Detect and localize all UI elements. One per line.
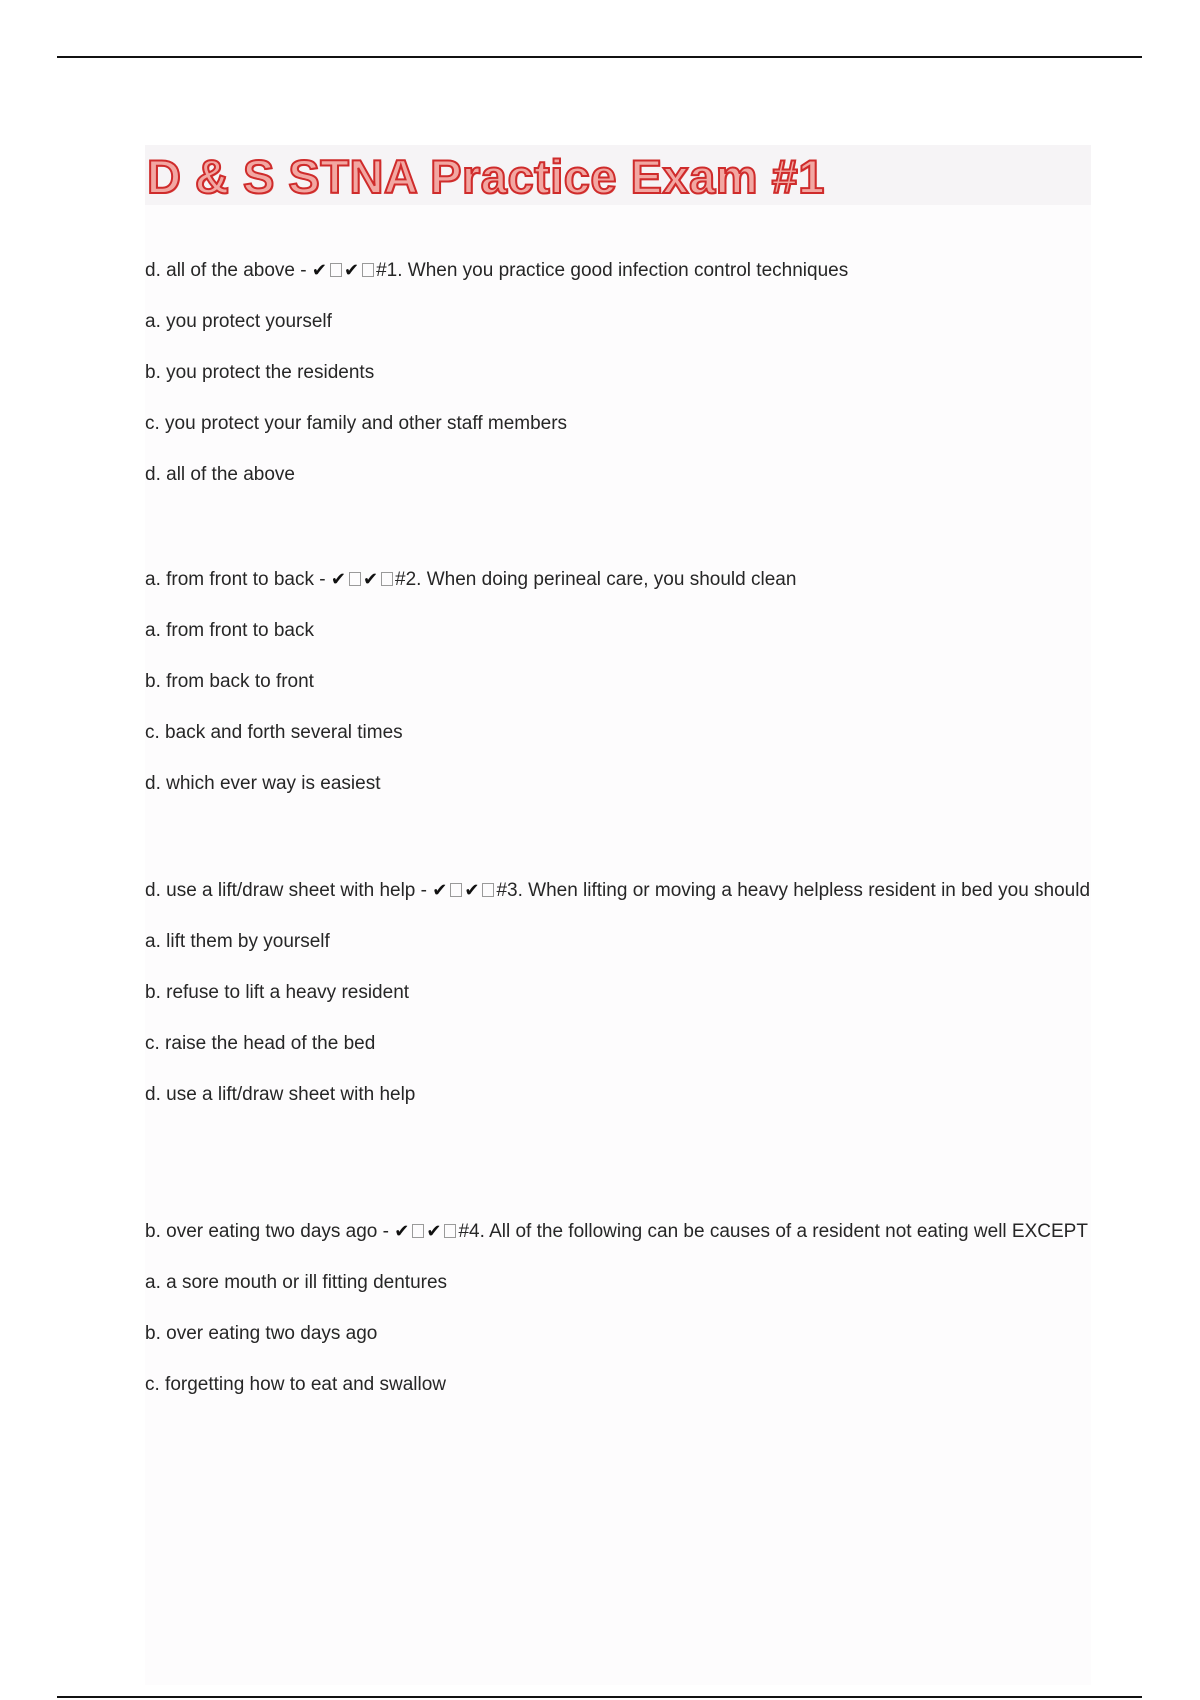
answer-option: b. refuse to lift a heavy resident bbox=[145, 982, 410, 1003]
checkmark-icon: ✔ bbox=[394, 1221, 410, 1242]
answer-option: c. you protect your family and other staff members bbox=[145, 413, 568, 434]
checkmark-icon: ✔ bbox=[432, 880, 448, 901]
checkmark-icon: ✔ bbox=[343, 260, 360, 281]
question-block-4 bbox=[145, 1216, 1091, 1420]
answer-option: c. raise the head of the bed bbox=[145, 1033, 376, 1054]
missing-glyph-box-icon bbox=[450, 883, 462, 897]
missing-glyph-box-icon bbox=[362, 263, 374, 277]
checkmark-icon: ✔ bbox=[464, 880, 480, 901]
answer-option: b. over eating two days ago bbox=[145, 1323, 378, 1344]
answer-option: a. lift them by yourself bbox=[145, 931, 330, 952]
question-stem bbox=[145, 875, 1091, 906]
question-stem bbox=[145, 255, 1091, 286]
answer-option: a. from front to back bbox=[145, 620, 314, 641]
answer-text: b. over eating two days ago - bbox=[145, 1221, 395, 1242]
answer-option: b. from back to front bbox=[145, 671, 314, 692]
question-block-3 bbox=[145, 875, 1091, 1130]
bottom-rule bbox=[57, 1696, 1142, 1698]
question-stem bbox=[145, 1216, 1091, 1247]
checkmark-icon: ✔ bbox=[362, 569, 379, 590]
checkmark-icon: ✔ bbox=[426, 1221, 442, 1242]
missing-glyph-box-icon bbox=[482, 883, 494, 897]
question-block-1 bbox=[145, 255, 1091, 510]
answer-option: d. use a lift/draw sheet with help bbox=[145, 1084, 416, 1105]
answer-option: a. you protect yourself bbox=[145, 311, 332, 332]
missing-glyph-box-icon bbox=[330, 263, 342, 277]
answer-text: d. use a lift/draw sheet with help - bbox=[145, 880, 433, 901]
answer-option: c. forgetting how to eat and swallow bbox=[145, 1374, 447, 1395]
answer-option: c. back and forth several times bbox=[145, 722, 403, 743]
title-band bbox=[145, 145, 1091, 205]
answer-option: a. a sore mouth or ill fitting dentures bbox=[145, 1272, 448, 1293]
question-stem bbox=[145, 564, 1091, 595]
checkmark-icon: ✔ bbox=[311, 260, 327, 281]
answer-text: a. from front to back - bbox=[145, 569, 331, 590]
top-rule bbox=[57, 56, 1142, 58]
question-text: #1. When you practice good infection control techniques bbox=[376, 260, 849, 281]
answer-option: b. you protect the residents bbox=[145, 362, 375, 383]
document-page bbox=[145, 145, 1091, 1685]
question-text: #4. All of the following can be causes of a resident not eating well EXCEPT bbox=[458, 1221, 1088, 1242]
question-block-2 bbox=[145, 564, 1091, 819]
missing-glyph-box-icon bbox=[412, 1224, 424, 1238]
missing-glyph-box-icon bbox=[444, 1224, 456, 1238]
question-text: #3. When lifting or moving a heavy helpless resident in bed you should bbox=[496, 880, 1091, 901]
question-text: #2. When doing perineal care, you should clean bbox=[395, 569, 797, 590]
answer-option: d. all of the above bbox=[145, 464, 295, 485]
missing-glyph-box-icon bbox=[381, 572, 393, 586]
missing-glyph-box-icon bbox=[349, 572, 361, 586]
answer-option: d. which ever way is easiest bbox=[145, 773, 381, 794]
answer-text: d. all of the above - bbox=[145, 260, 312, 281]
checkmark-icon: ✔ bbox=[330, 569, 346, 590]
document-title: D & S STNA Practice Exam #1 bbox=[147, 150, 825, 203]
